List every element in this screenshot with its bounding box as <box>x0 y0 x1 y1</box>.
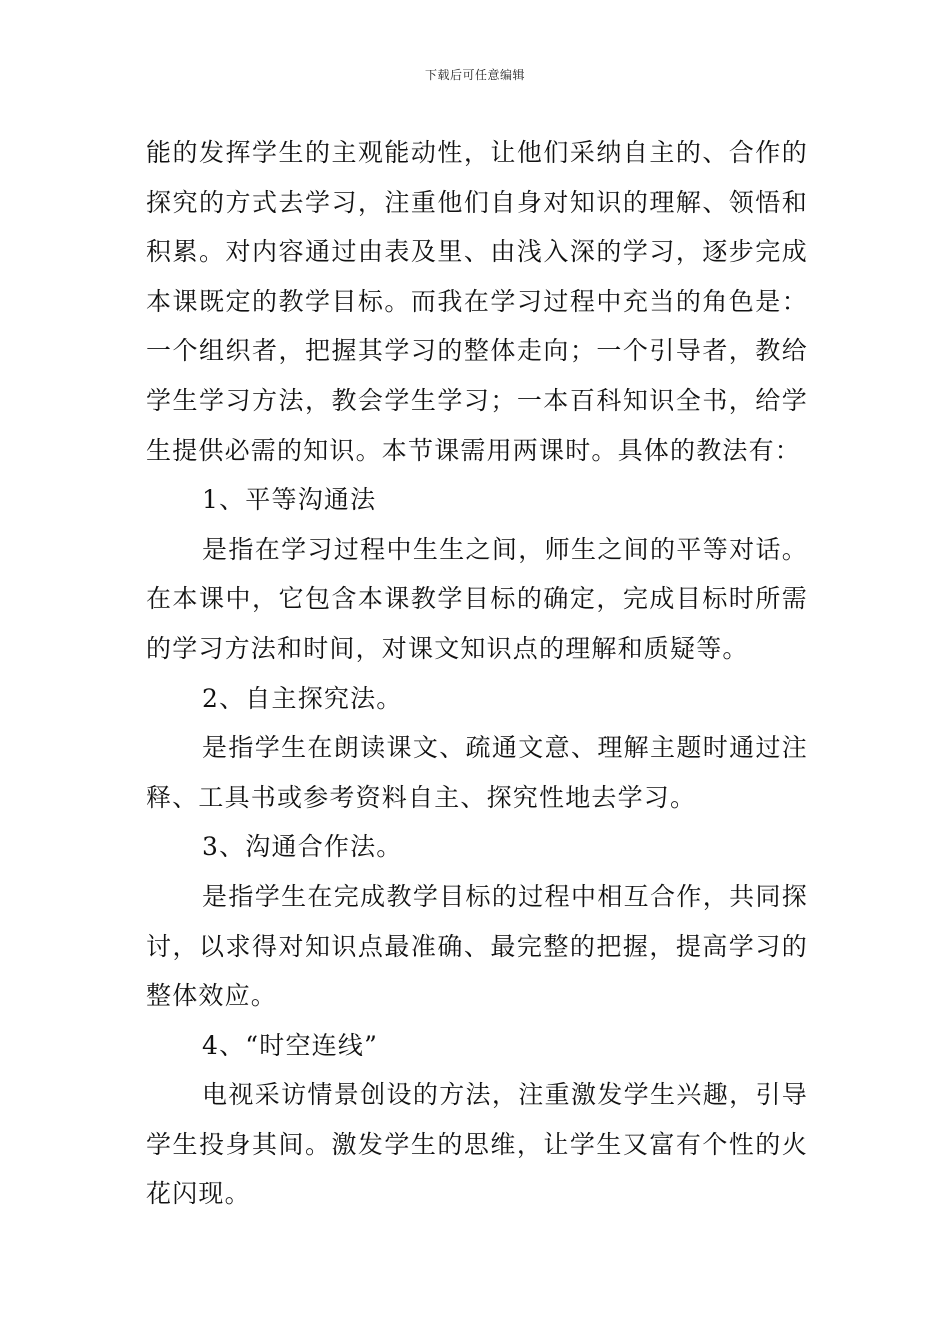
paragraph-method-4: 电视采访情景创设的方法，注重激发学生兴趣，引导学生投身其间。激发学生的思维，让学生又富有个性的火花闪现。 <box>146 1080 808 1209</box>
paragraph-method-1: 是指在学习过程中生生之间，师生之间的平等对话。在本课中，它包含本课教学目标的确定，完成目标时所需的学习方法和时间，对课文知识点的理解和质疑等。 <box>146 534 808 663</box>
heading-method-3: 3、沟通合作法。 <box>202 832 403 862</box>
heading-method-1: 1、平等沟通法 <box>202 485 377 515</box>
document-body <box>146 128 808 1219</box>
paragraph-intro: 能的发挥学生的主观能动性，让他们采纳自主的、合作的探究的方式去学习，注重他们自身对知识的理解、领悟和积累。对内容通过由表及里、由浅入深的学习，逐步完成本课既定的教学目标。而我在学习过程中充当的角色是：一个组织者，把握其学习的整体走向；一个引导者，教给学生学习方法，教会学生学习；一本百科知识全书，给学生提供必需的知识。本节课需用两课时。具体的教法有： <box>146 138 808 465</box>
paragraph-method-3: 是指学生在完成教学目标的过程中相互合作，共同探讨，以求得对知识点最准确、最完整的把握，提高学习的整体效应。 <box>146 881 808 1011</box>
paragraph-method-2: 是指学生在朗读课文、疏通文意、理解主题时通过注释、工具书或参考资料自主、探究性地去学习。 <box>146 733 808 812</box>
page-header-note: 下载后可任意编辑 <box>424 68 525 82</box>
heading-method-4: 4、“时空连线” <box>202 1030 379 1060</box>
heading-method-2: 2、自主探究法。 <box>202 683 403 713</box>
